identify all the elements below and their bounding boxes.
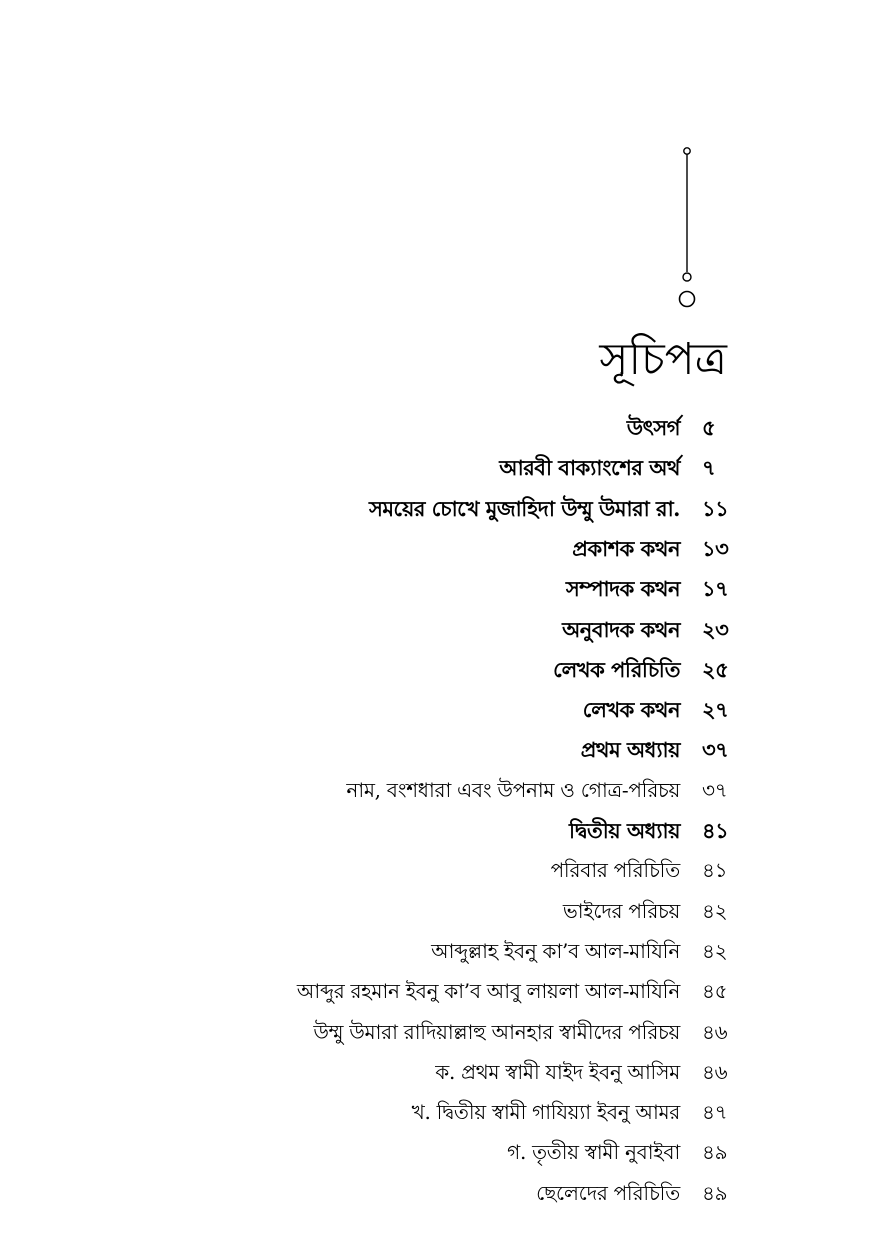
toc-entry [435, 1057, 734, 1091]
toc-entry-title: লেখক পরিচিতি [553, 656, 680, 682]
toc-entry-page-number: ৫ [702, 414, 716, 440]
toc-entry-page-number: ২৭ [702, 696, 729, 722]
toc-entry-page-number: ১৩ [702, 535, 729, 561]
toc-entry-page-number: ২৫ [702, 656, 729, 682]
toc-entry [583, 694, 734, 728]
toc-entry [412, 1097, 734, 1131]
toc-entry-page-number: ৪১ [702, 857, 728, 882]
toc-entry-title: ক. প্রথম স্বামী যাইদ ইবনু আসিম [435, 1059, 680, 1084]
toc-entry-title: উম্মু উমারা রাদিয়াল্লাহু আনহার স্বামীদের পরিচয় [313, 1019, 680, 1044]
toc-entry-page-number: ১৭ [702, 575, 729, 601]
toc-entry-title: দ্বিতীয় অধ্যায় [569, 817, 680, 843]
toc-entry-page-number: ১১ [702, 495, 729, 521]
toc-entry-page-number: ৪৭ [702, 1099, 728, 1124]
toc-entry [499, 452, 734, 486]
toc-entry-title: পরিবার পরিচিতি [550, 857, 680, 882]
toc-entry-title: প্রথম অধ্যায় [580, 736, 680, 762]
toc-entry [566, 573, 734, 607]
toc-entry-page-number: ৪২ [702, 898, 728, 923]
toc-entry [536, 1178, 734, 1212]
toc-entry-title: ভাইদের পরিচয় [562, 898, 680, 923]
page-title: সূচিপত্র [599, 334, 727, 385]
toc-entry-title: সম্পাদক কথন [565, 575, 680, 601]
toc-entry-title: আব্দুল্লাহ ইবনু কা’ব আল-মাযিনি [431, 938, 680, 963]
toc-entry [313, 1017, 734, 1051]
toc-entry-title: লেখক কথন [582, 696, 680, 722]
toc-entry [297, 976, 734, 1010]
toc-entry-title: আব্দুর রহমান ইবনু কা’ব আবু লায়লা আল-মাযিনি [296, 978, 680, 1003]
toc-entry-title: অনুবাদক কথন [562, 616, 680, 642]
toc-entry-page-number: ৪৫ [702, 978, 728, 1003]
toc-entry [369, 493, 734, 527]
toc-entry-page-number: ৪৯ [702, 1180, 728, 1205]
toc-entry [346, 775, 734, 809]
toc-entry [551, 855, 734, 889]
toc-entry-page-number: ৭ [702, 454, 716, 480]
toc-entry-page-number: ৪৬ [702, 1019, 728, 1044]
toc-entry-page-number: ৩৭ [702, 736, 729, 762]
toc-entry-title: আরবী বাক্যাংশের অর্থ [499, 454, 680, 480]
toc-entry-title: নাম, বংশধারা এবং উপনাম ও গোত্র-পরিচয় [346, 777, 680, 802]
toc-entry-page-number: ৪৯ [702, 1139, 728, 1164]
toc-entry-page-number: ৩৭ [702, 777, 728, 802]
toc-entry-page-number: ৪১ [702, 817, 729, 843]
toc-entry [507, 1137, 734, 1171]
toc-entry [562, 614, 734, 648]
toc-entry [431, 936, 734, 970]
toc-entry [563, 896, 734, 930]
toc-entry-title: ছেলেদের পরিচিতি [536, 1180, 680, 1205]
toc-entry [569, 815, 734, 849]
toc-entry-title: সময়ের চোখে মুজাহিদা উম্মু উমারা রা. [369, 495, 680, 521]
toc-entry [553, 654, 734, 688]
toc-entry [581, 734, 734, 768]
toc-entry-page-number: ২৩ [702, 616, 729, 642]
toc-entry [627, 412, 734, 446]
toc-entry-title: উৎসর্গ [626, 414, 680, 440]
toc-entry-page-number: ৪৬ [702, 1059, 728, 1084]
toc-entry-title: খ. দ্বিতীয় স্বামী গাযিয়্যা ইবনু আমর [411, 1099, 680, 1124]
toc-entry-title: গ. তৃতীয় স্বামী নুবাইবা [507, 1139, 680, 1164]
toc-entry-page-number: ৪২ [702, 938, 728, 963]
toc-entry [572, 533, 734, 567]
toc-entry-title: প্রকাশক কথন [572, 535, 680, 561]
